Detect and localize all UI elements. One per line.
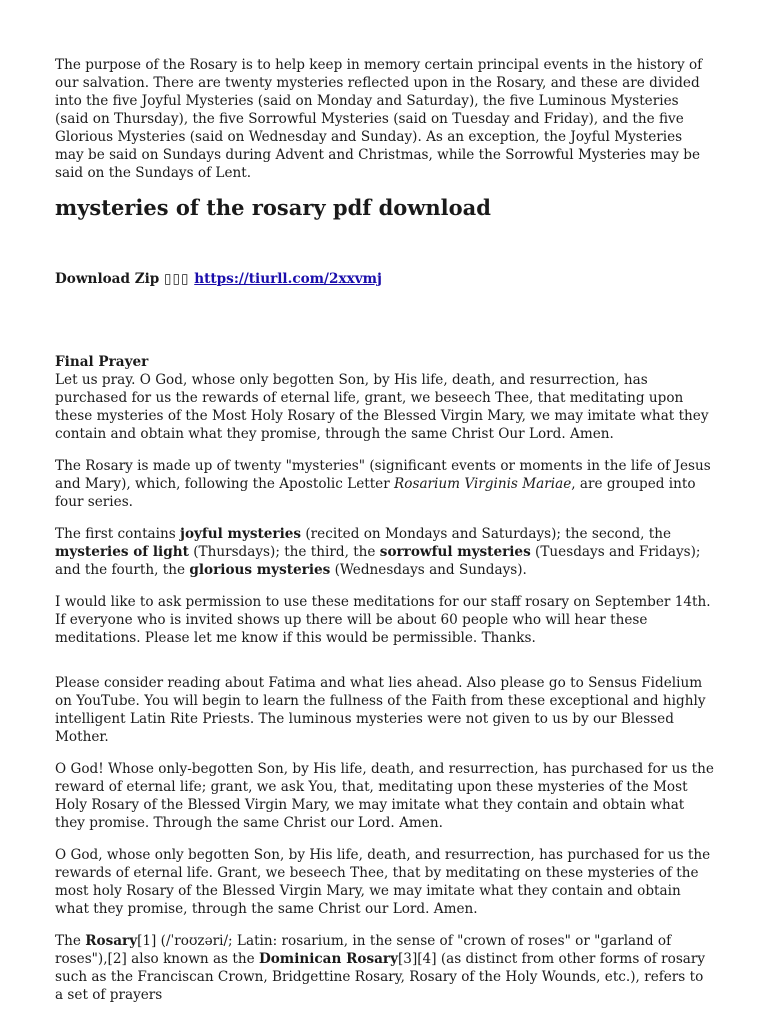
joyful-term: joyful mysteries bbox=[180, 526, 302, 542]
text-run: The Rosary is made up of twenty "mysteries" (significant events or moments in the life of Jesus and Mary), which, following the Apostolic Letter bbox=[55, 458, 711, 492]
body-content bbox=[55, 353, 715, 1018]
dominican-rosary-term: Dominican Rosary bbox=[258, 951, 398, 967]
text-run: (Thursdays); the third, the bbox=[188, 544, 380, 560]
twenty-mysteries-paragraph bbox=[55, 457, 715, 511]
text-run: , are grouped into four series. bbox=[55, 476, 696, 510]
placeholder-glyphs: ▯▯▯ bbox=[164, 271, 190, 287]
letter-title: Rosarium Virginis Mariae bbox=[394, 476, 572, 492]
text-run: The bbox=[55, 933, 86, 949]
permission-paragraph: I would like to ask permission to use these meditations for our staff rosary on September 14th. If everyone who is invited shows up there will be about 60 people who will hear these meditations. Please let me know if this would be permissible. Thanks. bbox=[55, 594, 711, 646]
rosary-definition-paragraph bbox=[55, 932, 715, 1004]
page-title: mysteries of the rosary pdf download bbox=[55, 195, 491, 220]
text-run: [3][4] (as distinct from other forms of rosary such as the Franciscan Crown, Bridgettine Rosary, Rosary of the Holy Wounds, etc.), refers to a set of prayers bbox=[55, 951, 706, 1003]
intro-paragraph: The purpose of the Rosary is to help keep in memory certain principal events in the history of our salvation. There are twenty mysteries reflected upon in the Rosary, and these are divided into the five Joyful Mysteries (said on Monday and Saturday), the five Luminous Mysteries (said on Thursday), the five Sorrowful Mysteries (said on Tuesday and Friday), and the five Glorious Mysteries (said on Wednesday and Sunday). As an exception, the Joyful Mysteries may be said on Sundays during Advent and Christmas, while the Sorrowful Mysteries may be said on the Sundays of Lent. bbox=[55, 57, 703, 181]
download-line bbox=[55, 270, 715, 288]
text-run: (recited on Mondays and Saturdays); the second, the bbox=[301, 526, 672, 542]
prayer-paragraph-2: O God, whose only begotten Son, by His life, death, and resurrection, has purchased for us the rewards of eternal life. Grant, we beseech Thee, that by meditating on these mysteries of the most holy Rosary of the Blessed Virgin Mary, we may imitate what they contain and obtain what they promise, through the same Christ our Lord. Amen. bbox=[55, 847, 711, 917]
light-term: mysteries of light bbox=[55, 544, 189, 560]
final-prayer-title: Final Prayer bbox=[55, 354, 149, 370]
text-run: (Wednesdays and Sundays). bbox=[330, 562, 527, 578]
prayer-paragraph-1: O God! Whose only-begotten Son, by His life, death, and resurrection, has purchased for us the reward of eternal life; grant, we ask You, that, meditating upon these mysteries of the Most Holy Rosary of the Blessed Virgin Mary, we may imitate what they contain and obtain what they promise. Through the same Christ our Lord. Amen. bbox=[55, 761, 714, 831]
fatima-paragraph: Please consider reading about Fatima and what lies ahead. Also please go to Sensus Fidelium on YouTube. You will begin to learn the fullness of the Faith from these exceptional and highly intelligent Latin Rite Priests. The luminous mysteries were not given to us by our Blessed Mother. bbox=[55, 675, 706, 745]
final-prayer-text: Let us pray. O God, whose only begotten Son, by His life, death, and resurrection, has purchased for us the rewards of eternal life, grant, we beseech Thee, that meditating upon these mysteries of the Most Holy Rosary of the Blessed Virgin Mary, we may imitate what they contain and obtain what they promise, through the same Christ Our Lord. Amen. bbox=[55, 372, 709, 442]
download-link[interactable]: https://tiurll.com/2xxvmj bbox=[194, 271, 382, 287]
text-run: [1] (/ˈroʊzəri/; Latin: rosarium, in the sense of "crown of roses" or "garland of roses"),[2] also known as the bbox=[55, 933, 672, 967]
final-prayer-paragraph bbox=[55, 353, 715, 443]
series-paragraph bbox=[55, 525, 715, 579]
sorrowful-term: sorrowful mysteries bbox=[379, 544, 531, 560]
glorious-term: glorious mysteries bbox=[189, 562, 331, 578]
rosary-term: Rosary bbox=[85, 933, 138, 949]
text-run: The first contains bbox=[55, 526, 181, 542]
text-run: (Tuesdays and Fridays); and the fourth, the bbox=[55, 544, 701, 578]
download-label: Download Zip bbox=[55, 271, 160, 287]
